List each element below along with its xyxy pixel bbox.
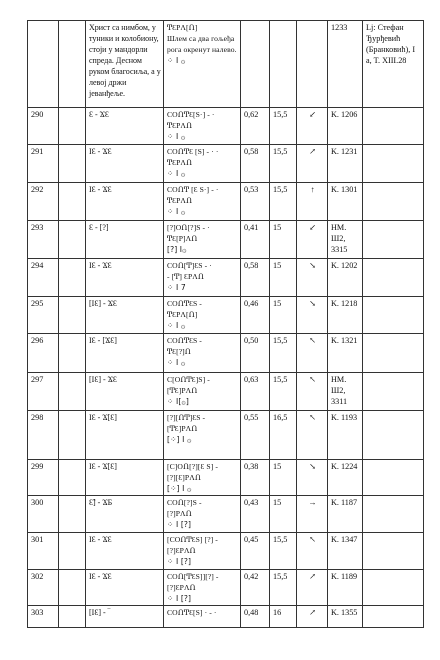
- cell-reverse: [164, 533, 241, 570]
- reverse-legend: [ϹΟՈͲƐS] [?] -: [167, 535, 218, 544]
- cell-type: [59, 334, 86, 373]
- cell-weight: 0,43: [241, 496, 270, 533]
- cell-obverse: [IƐ] - ϪƐ: [86, 297, 164, 334]
- cell-die-axis: ↗: [297, 145, 328, 183]
- cell-number: 301: [28, 533, 59, 570]
- cell-find: K. 1355: [328, 606, 363, 628]
- reverse-legend-line2: ͲƐ[P]ΛՈ: [167, 234, 198, 243]
- cell-number: 299: [28, 460, 59, 496]
- cell-find: K. 1193: [328, 411, 363, 460]
- cell-reverse: [164, 570, 241, 606]
- reverse-symbols: [⁘] I ۞: [167, 484, 192, 493]
- cell-die-axis: ↖: [297, 334, 328, 373]
- cell-obverse: IƐ - Ϫ[Ɛ]: [86, 411, 164, 460]
- cell-diameter: 15: [270, 496, 297, 533]
- cell-diameter: 15,5: [270, 334, 297, 373]
- reverse-symbols: ⁘ I [?]: [167, 520, 192, 529]
- reverse-description: Шлем са два гољеђа рога окренут налево.: [167, 34, 237, 54]
- cell-reverse: [164, 221, 241, 259]
- cell-weight: 0,48: [241, 606, 270, 628]
- cell-reverse: [164, 21, 241, 108]
- reverse-legend: ϹΟՈͲ [Ɛ S·] - ·: [167, 185, 219, 194]
- cell-diameter: 15,5: [270, 145, 297, 183]
- reverse-legend-line2: [?]ƐPΛՈ: [167, 583, 196, 592]
- table-row: [28, 460, 424, 496]
- table-row: [28, 533, 424, 570]
- reverse-symbols: ⁘ I ۞: [167, 169, 186, 178]
- cell-die-axis: ↗: [297, 606, 328, 628]
- cell-reverse: [164, 496, 241, 533]
- table-row: [28, 411, 424, 460]
- cell-diameter: 16: [270, 606, 297, 628]
- table-row: [28, 183, 424, 221]
- cell-diameter: 15: [270, 460, 297, 496]
- cell-type: [59, 145, 86, 183]
- reverse-symbols: [?] I۞: [167, 245, 187, 254]
- cell-weight: 0,50: [241, 334, 270, 373]
- reverse-legend: [Ϲ]ΟՈ[?][Ɛ S] -: [167, 462, 219, 471]
- cell-find: K. 1189: [328, 570, 363, 606]
- cell-obverse: IƐ - [ϪƐ]: [86, 334, 164, 373]
- reverse-symbols: ⁘ I 7: [167, 283, 186, 292]
- cell-number: [28, 21, 59, 108]
- reverse-legend-line2: ͲƐPΛՈ: [167, 158, 193, 167]
- cell-reference: [363, 460, 424, 496]
- cell-reverse: [164, 373, 241, 411]
- cell-number: 292: [28, 183, 59, 221]
- cell-reverse: [164, 183, 241, 221]
- cell-reference: [363, 108, 424, 145]
- cell-number: 297: [28, 373, 59, 411]
- cell-type: [59, 373, 86, 411]
- cell-reference: [363, 606, 424, 628]
- cell-find: K. 1218: [328, 297, 363, 334]
- table-row: [28, 373, 424, 411]
- cell-reference: Lj: Стефан Ђурђевић (Бранковић), I a, T. XIII.28: [363, 21, 424, 108]
- cell-die-axis: ↘: [297, 297, 328, 334]
- reverse-symbols: ⁘ I ۞: [167, 358, 186, 367]
- cell-die-axis: →: [297, 496, 328, 533]
- cell-die-axis: ↖: [297, 533, 328, 570]
- cell-number: 303: [28, 606, 59, 628]
- cell-obverse: IƐ - ϪƐ: [86, 570, 164, 606]
- cell-weight: 0,62: [241, 108, 270, 145]
- cell-type: [59, 496, 86, 533]
- cell-find: HM. Ш2, 3311: [328, 373, 363, 411]
- reverse-legend-line2: - [Ͳ] ƐPΛՈ: [167, 272, 205, 281]
- cell-type: [59, 221, 86, 259]
- reverse-symbols: ⁘ I ۞: [167, 132, 186, 141]
- reverse-symbols: [⁘] I ۞: [167, 435, 192, 444]
- cell-obverse: IƐ - ϪƐ: [86, 533, 164, 570]
- reverse-legend-line2: [?]PΛՈ: [167, 509, 192, 518]
- table-row-header-entry: [28, 21, 424, 108]
- cell-reference: [363, 533, 424, 570]
- cell-number: 290: [28, 108, 59, 145]
- reverse-legend: ϹΟՈͲƐ [S] - · ·: [167, 147, 219, 156]
- cell-number: 295: [28, 297, 59, 334]
- reverse-legend: ϹΟՈͲƐ[S·] - ·: [167, 110, 215, 119]
- cell-diameter: 15,5: [270, 183, 297, 221]
- cell-weight: 0,46: [241, 297, 270, 334]
- cell-weight: 0,55: [241, 411, 270, 460]
- cell-obverse: IƐ - Ϫ[Ɛ]: [86, 460, 164, 496]
- cell-reverse: [164, 259, 241, 297]
- cell-type: [59, 570, 86, 606]
- cell-die-axis: ↙: [297, 108, 328, 145]
- reverse-legend: [?][ՈͲ]ƐS -: [167, 413, 206, 422]
- cell-number: 294: [28, 259, 59, 297]
- cell-obverse-description: Христ са нимбом, у туники и колобиону, стоји у мандорли спреда. Десном руком благосиља, а у левој држи јеванђеље.: [86, 21, 164, 108]
- cell-die-axis: ↖: [297, 373, 328, 411]
- cell-die-axis: ↖: [297, 411, 328, 460]
- cell-type: [59, 21, 86, 108]
- table-row: [28, 297, 424, 334]
- reverse-symbols: ⁘ I ۞: [167, 56, 186, 65]
- cell-diameter: 15,5: [270, 570, 297, 606]
- cell-number: 300: [28, 496, 59, 533]
- cell-obverse: [IƐ] - ϪƐ: [86, 373, 164, 411]
- reverse-legend-line2: [?][Ɛ]PΛՈ: [167, 473, 201, 482]
- cell-type: [59, 297, 86, 334]
- cell-reverse: [164, 108, 241, 145]
- cell-reverse: [164, 411, 241, 460]
- cell-obverse: [IƐ] - ‾: [86, 606, 164, 628]
- cell-weight: 0,45: [241, 533, 270, 570]
- reverse-symbols: ⁘ I [?]: [167, 594, 192, 603]
- cell-type: [59, 533, 86, 570]
- cell-type: [59, 108, 86, 145]
- cell-obverse: IƐ - ϪƐ: [86, 183, 164, 221]
- cell-diameter: 15,5: [270, 533, 297, 570]
- cell-reference: [363, 496, 424, 533]
- reverse-legend-line2: ͲƐPΛ[Ո]: [167, 310, 198, 319]
- table-row: [28, 496, 424, 533]
- catalog-table-body: [28, 21, 424, 628]
- cell-reference: [363, 221, 424, 259]
- cell-find: HM. Ш2, 3315: [328, 221, 363, 259]
- cell-obverse: IƐ - ϪƐ: [86, 145, 164, 183]
- cell-die-axis: ↙: [297, 221, 328, 259]
- cell-reference: [363, 411, 424, 460]
- cell-find: K. 1187: [328, 496, 363, 533]
- cell-reference: [363, 373, 424, 411]
- cell-diameter: 15,5: [270, 108, 297, 145]
- cell-find: K. 1202: [328, 259, 363, 297]
- reverse-legend-line2: ͲƐPΛՈ: [167, 121, 193, 130]
- cell-find: K. 1231: [328, 145, 363, 183]
- coin-catalog-table: [27, 20, 424, 628]
- reverse-legend-line2: [ͲƐ]PΛՈ: [167, 386, 198, 395]
- cell-reverse: [164, 460, 241, 496]
- cell-find: K. 1224: [328, 460, 363, 496]
- cell-die-axis: ↗: [297, 570, 328, 606]
- cell-obverse: Ɛ - [?]: [86, 221, 164, 259]
- table-row: [28, 334, 424, 373]
- cell-find: K. 1301: [328, 183, 363, 221]
- cell-weight: 0,63: [241, 373, 270, 411]
- cell-die-axis: ↘: [297, 259, 328, 297]
- reverse-symbols: ⁘ I ۞: [167, 321, 186, 330]
- cell-reference: [363, 570, 424, 606]
- table-row: [28, 108, 424, 145]
- cell-weight: [241, 21, 270, 108]
- cell-reverse: [164, 145, 241, 183]
- cell-number: 293: [28, 221, 59, 259]
- cell-diameter: 15: [270, 221, 297, 259]
- cell-type: [59, 183, 86, 221]
- reverse-legend: ͲƐPΛ[Ո]: [167, 23, 198, 32]
- reverse-symbols: ⁘ I ۞: [167, 207, 186, 216]
- cell-type: [59, 460, 86, 496]
- table-row: [28, 259, 424, 297]
- cell-number: 302: [28, 570, 59, 606]
- cell-diameter: 15: [270, 259, 297, 297]
- cell-find: K. 1321: [328, 334, 363, 373]
- cell-obverse: IƐ - ϪƐ: [86, 259, 164, 297]
- cell-weight: 0,58: [241, 259, 270, 297]
- reverse-legend: ϹΟՈ[?]S -: [167, 498, 202, 507]
- cell-type: [59, 606, 86, 628]
- cell-diameter: [270, 21, 297, 108]
- cell-diameter: 15,5: [270, 373, 297, 411]
- cell-type: [59, 411, 86, 460]
- reverse-legend: ϹΟՈͲƐ[S] · - ·: [167, 608, 217, 617]
- reverse-legend-line2: [?]ƐPΛՈ: [167, 546, 196, 555]
- reverse-symbols: ⁘ I [?]: [167, 557, 192, 566]
- cell-reference: [363, 259, 424, 297]
- cell-die-axis: ↘: [297, 460, 328, 496]
- cell-find: K. 1347: [328, 533, 363, 570]
- cell-reference: [363, 145, 424, 183]
- cell-find: 1233: [328, 21, 363, 108]
- cell-number: 291: [28, 145, 59, 183]
- reverse-symbols: ⁘ I[۞]: [167, 397, 189, 406]
- cell-weight: 0,58: [241, 145, 270, 183]
- cell-diameter: 16,5: [270, 411, 297, 460]
- reverse-legend: Ϲ[ΟՈͲƐ]S] -: [167, 375, 210, 384]
- table-row: [28, 221, 424, 259]
- reverse-legend: ϹΟՈ[Ͳ]ƐS - ·: [167, 261, 212, 270]
- cell-reference: [363, 183, 424, 221]
- cell-type: [59, 259, 86, 297]
- reverse-legend-line2: ͲƐ[?]Ո: [167, 347, 191, 356]
- cell-obverse: Ɛ - ϪƐ: [86, 108, 164, 145]
- cell-reference: [363, 297, 424, 334]
- reverse-legend: ϹΟՈ[ͲƐS]][?] -: [167, 572, 219, 581]
- table-row: [28, 606, 424, 628]
- cell-die-axis: [297, 21, 328, 108]
- cell-weight: 0,41: [241, 221, 270, 259]
- cell-number: 298: [28, 411, 59, 460]
- reverse-legend: [?]ΟՈ[?]S - ·: [167, 223, 210, 232]
- cell-reverse: [164, 334, 241, 373]
- reverse-legend-line2: ͲƐPΛՈ: [167, 196, 193, 205]
- reverse-legend: ϹΟՈͲƐS -: [167, 336, 202, 345]
- cell-reverse: [164, 297, 241, 334]
- cell-die-axis: ↑: [297, 183, 328, 221]
- table-row: [28, 145, 424, 183]
- cell-diameter: 15: [270, 297, 297, 334]
- cell-weight: 0,53: [241, 183, 270, 221]
- cell-weight: 0,38: [241, 460, 270, 496]
- cell-find: K. 1206: [328, 108, 363, 145]
- table-row: [28, 570, 424, 606]
- reverse-legend-line2: [ͲƐ]PΛՈ: [167, 424, 198, 433]
- reverse-legend: ϹΟՈͲƐS -: [167, 299, 202, 308]
- cell-weight: 0,42: [241, 570, 270, 606]
- cell-number: 296: [28, 334, 59, 373]
- cell-reverse: [164, 606, 241, 628]
- cell-obverse: Ɛ̃] - ϪƂ: [86, 496, 164, 533]
- cell-reference: [363, 334, 424, 373]
